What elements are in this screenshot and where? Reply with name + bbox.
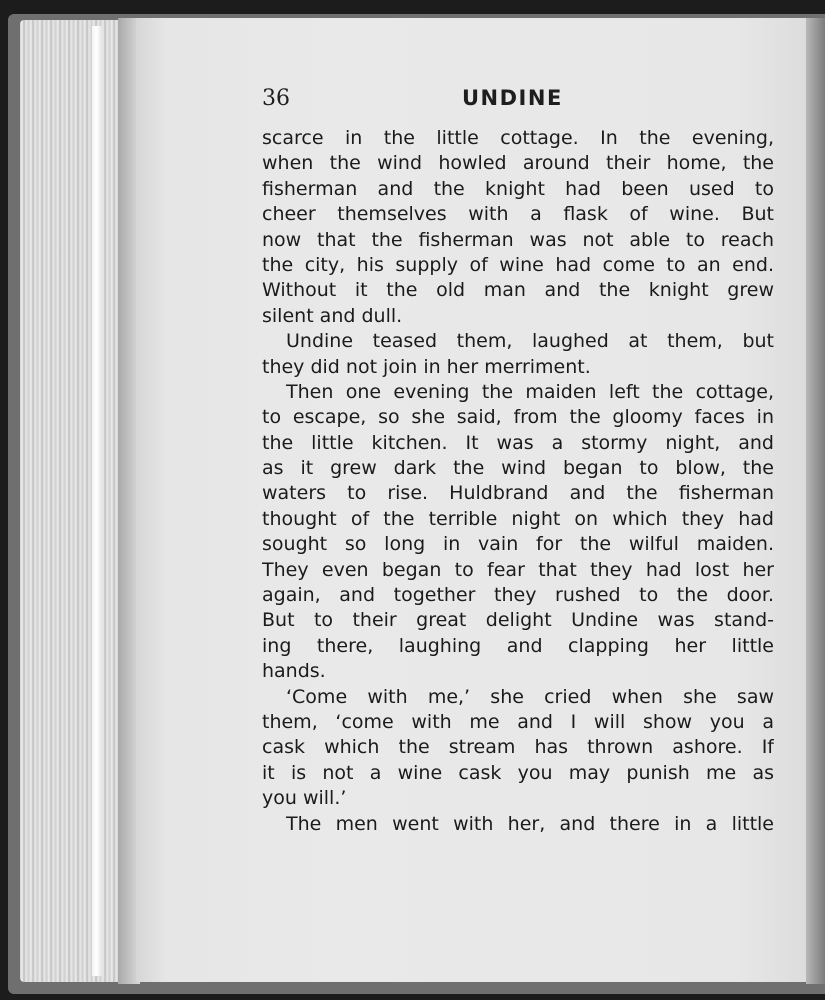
text-line: Then one evening the maiden left the cottage,	[286, 380, 774, 403]
text-line: They even began to fear that they had lost her	[262, 558, 774, 581]
running-header	[262, 86, 598, 116]
text-line: fisherman and the knight had been used to	[262, 177, 774, 200]
page-number: 36	[262, 86, 290, 111]
running-title: UNDINE	[462, 86, 563, 110]
text-line: cask which the stream has thrown ashore. If	[262, 736, 774, 759]
text-line: hands.	[262, 660, 326, 683]
text-line: when the wind howled around their home, the	[262, 152, 774, 175]
text-line: as it grew dark the wind began to blow, the	[262, 457, 774, 480]
text-line: ing there, laughing and clapping her little	[262, 634, 774, 657]
text-line: to escape, so she said, from the gloomy faces in	[262, 406, 774, 429]
text-line: thought of the terrible night on which they had	[262, 507, 774, 530]
text-line: silent and dull.	[262, 304, 403, 327]
text-line: waters to rise. Huldbrand and the fisherman	[262, 482, 774, 505]
text-line: the city, his supply of wine had come to an end.	[262, 253, 774, 276]
text-line: it is not a wine cask you may punish me as	[262, 761, 774, 784]
text-line: them, ‘come with me and I will show you a	[262, 710, 774, 733]
text-line: now that the fisherman was not able to reach	[262, 228, 774, 251]
text-line: you will.’	[262, 787, 347, 810]
body-text	[262, 126, 774, 837]
text-line: But to their great delight Undine was stand-	[262, 609, 774, 632]
text-line: scarce in the little cottage. In the evening,	[262, 127, 774, 149]
text-line: ‘Come with me,’ she cried when she saw	[286, 685, 774, 708]
page-edge-highlight	[92, 26, 102, 976]
text-line: again, and together they rushed to the door.	[262, 584, 774, 607]
text-line: the little kitchen. It was a stormy night, and	[262, 431, 774, 454]
text-line: they did not join in her merriment.	[262, 355, 591, 378]
text-line: Without it the old man and the knight grew	[262, 279, 774, 302]
text-line: Undine teased them, laughed at them, but	[286, 330, 774, 353]
text-line: cheer themselves with a flask of wine. But	[262, 203, 774, 226]
page-right-edge	[806, 18, 825, 984]
text-line: The men went with her, and there in a little	[286, 812, 774, 835]
text-line: sought so long in vain for the wilful maiden.	[262, 533, 774, 556]
